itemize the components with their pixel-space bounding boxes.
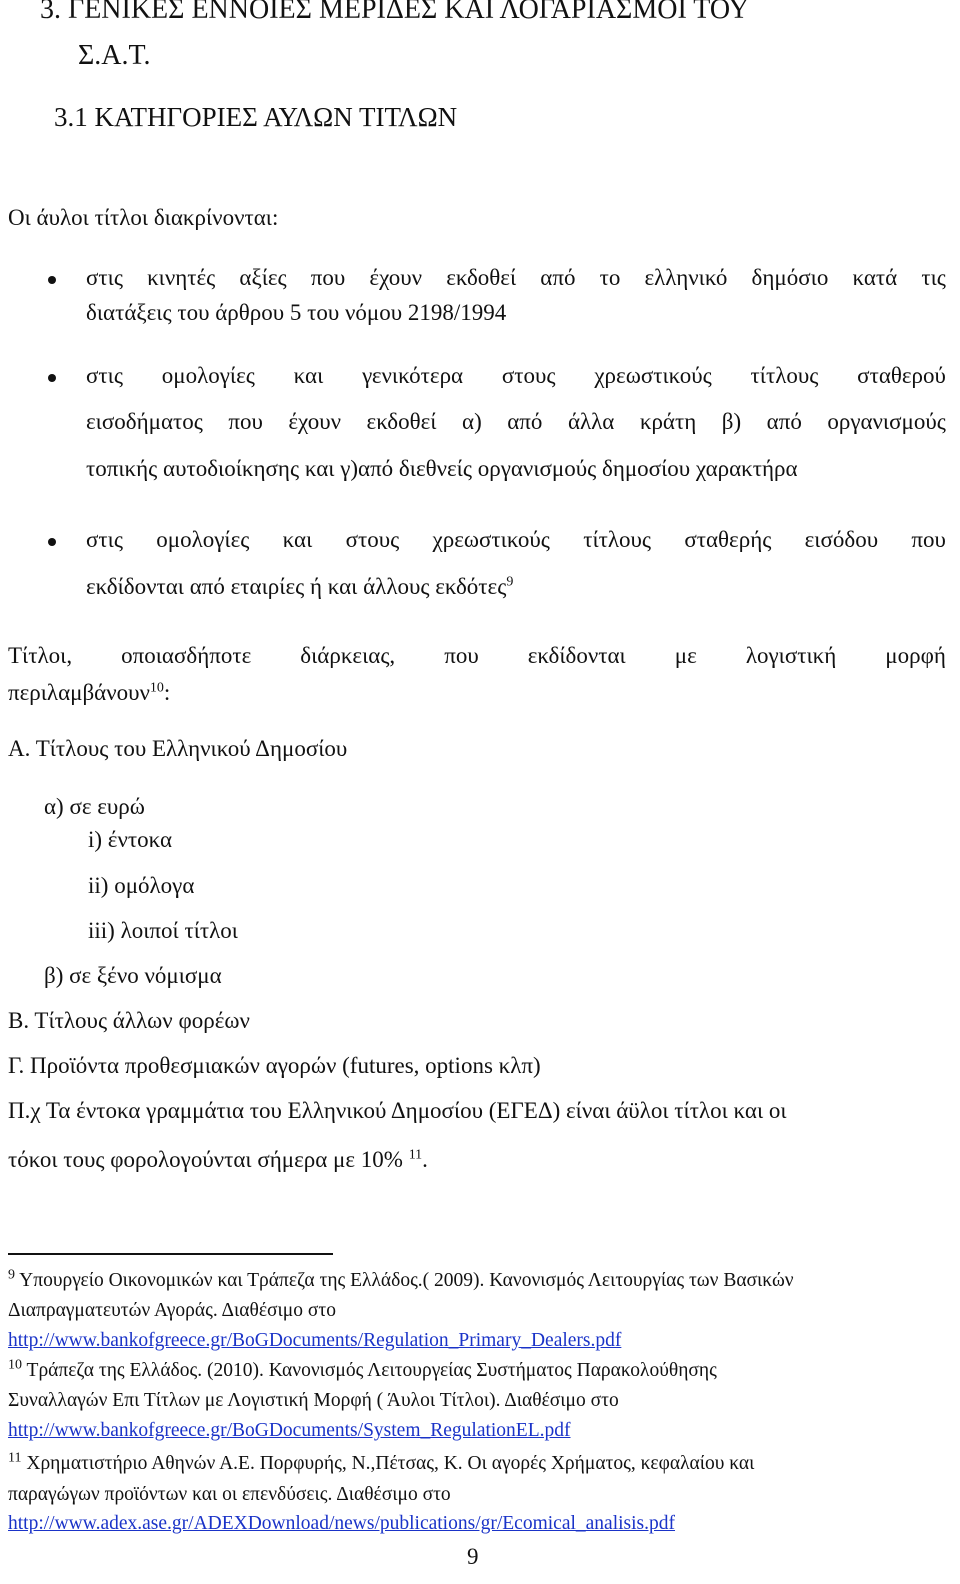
titles-line2-colon: : xyxy=(163,680,171,705)
word: εκδοθεί xyxy=(366,409,437,434)
footnote-10-line2: Συναλλαγών Επι Τίτλων με Λογιστική Μορφή ( Άυλοι Τίτλοι). Διαθέσιμο στο xyxy=(8,1390,619,1411)
word: κράτη xyxy=(639,409,697,434)
footnote-11-link[interactable]: http://www.adex.ase.gr/ADEXDownload/news/publications/gr/Ecomical_analisis.pdf xyxy=(8,1513,676,1534)
footnote-11-number: 11 xyxy=(8,1450,22,1466)
word: διάρκειας, xyxy=(300,643,396,668)
page-number: 9 xyxy=(467,1544,479,1569)
bullet-icon xyxy=(48,276,56,284)
word: ομολογίες xyxy=(161,363,255,388)
footnote-9-link[interactable]: http://www.bankofgreece.gr/BoGDocuments/Regulation_Primary_Dealers.pdf xyxy=(8,1330,622,1351)
list-item-c: Γ. Προϊόντα προθεσμιακών αγορών (futures, options κλπ) xyxy=(8,1053,541,1078)
footnote-11-text: Χρηματιστήριο Αθηνών Α.Ε. Πορφυρής, Ν.,Πέτσας, Κ. Οι αγορές Χρήματος, κεφαλαίου και xyxy=(26,1453,755,1474)
word: οργανισμούς xyxy=(827,409,946,434)
bullet2-line2 xyxy=(86,409,946,435)
word: εκδίδονται xyxy=(527,643,626,668)
word: που xyxy=(444,643,479,668)
word: σταθερού xyxy=(857,363,946,388)
bullet1-line2: διατάξεις του άρθρου 5 του νόμου 2198/1994 xyxy=(86,300,507,325)
footnote-ref-11: 11 xyxy=(408,1147,423,1163)
footnote-11-line2: παραγώγων προϊόντων και οι επενδύσεις. Διαθέσιμο στο xyxy=(8,1484,451,1505)
word: οποιασδήποτε xyxy=(121,643,252,668)
word: αξίες xyxy=(239,265,287,290)
word: στους xyxy=(501,363,556,388)
word: Τίτλοι, xyxy=(8,643,73,668)
list-item-b: Β. Τίτλους άλλων φορέων xyxy=(8,1008,250,1033)
footnote-11-line1 xyxy=(8,1450,755,1475)
word: τίτλους xyxy=(750,363,819,388)
titles-line1 xyxy=(8,643,946,669)
word: στις xyxy=(86,363,123,388)
footnote-10-text: Τράπεζα της Ελλάδος. (2010). Κανονισμός Λειτουργείας Συστήματος Παρακολούθησης xyxy=(26,1360,717,1381)
word: λογιστική xyxy=(745,643,837,668)
word: το xyxy=(599,265,621,290)
word: τίτλους xyxy=(583,527,652,552)
word: έχουν xyxy=(288,409,342,434)
section-heading: 3.1 ΚΑΤΗΓΟΡΙΕΣ ΑΥΛΩΝ ΤΙΤΛΩΝ xyxy=(54,102,458,132)
footnote-9-line1 xyxy=(8,1267,794,1292)
word: στις xyxy=(86,265,123,290)
word: κατά xyxy=(852,265,898,290)
intro-text: Οι άυλοι τίτλοι διακρίνονται: xyxy=(8,205,279,230)
footnote-separator xyxy=(8,1253,333,1255)
word: από xyxy=(766,409,802,434)
word: από xyxy=(540,265,576,290)
footnote-10-number: 10 xyxy=(8,1357,22,1373)
list-item-ii: ii) ομόλογα xyxy=(88,873,195,898)
word: με xyxy=(674,643,697,668)
word: που xyxy=(310,265,346,290)
word: χρεωστικούς xyxy=(594,363,712,388)
word: ελληνικό xyxy=(644,265,728,290)
word: και xyxy=(293,363,324,388)
word: μορφή xyxy=(885,643,946,668)
example-line2-end: . xyxy=(422,1147,428,1172)
titles-line2 xyxy=(8,680,170,706)
list-item-iii: iii) λοιποί τίτλοι xyxy=(88,918,238,943)
bullet3-line1 xyxy=(86,527,946,553)
chapter-heading-line2: Σ.Α.Τ. xyxy=(78,40,151,71)
word: από xyxy=(507,409,543,434)
list-item-a-euro: α) σε ευρώ xyxy=(44,794,145,819)
word: άλλα xyxy=(567,409,615,434)
footnote-9-text: Υπουργείο Οικονομικών και Τράπεζα της Ελλάδος.( 2009). Κανονισμός Λειτουργίας των Βασικών xyxy=(19,1270,794,1291)
word: β) xyxy=(721,409,742,434)
word: τις xyxy=(921,265,946,290)
list-item-a: Α. Τίτλους του Ελληνικού Δημοσίου xyxy=(8,736,348,761)
bullet3-line2 xyxy=(86,574,513,600)
word: σταθερής xyxy=(684,527,772,552)
word: στις xyxy=(86,527,123,552)
bullet-icon xyxy=(48,538,56,546)
footnote-ref-9: 9 xyxy=(506,574,514,590)
word: δημόσιο xyxy=(751,265,829,290)
bullet1-line1 xyxy=(86,265,946,291)
list-item-i: i) έντοκα xyxy=(88,827,173,852)
word: στους xyxy=(345,527,400,552)
example-line1: Π.χ Τα έντοκα γραμμάτια του Ελληνικού Δημοσίου (ΕΓΕΔ) είναι άϋλοι τίτλοι και οι xyxy=(8,1098,787,1123)
titles-line2-text: περιλαμβάνουν xyxy=(8,680,150,705)
footnote-ref-10: 10 xyxy=(149,680,164,696)
bullet3-line2-text: εκδίδονται από εταιρίες ή και άλλους εκδότες xyxy=(86,574,507,599)
word: α) xyxy=(462,409,482,434)
word: εισοδήματος xyxy=(86,409,203,434)
footnote-9-number: 9 xyxy=(8,1267,15,1283)
footnote-10-link[interactable]: http://www.bankofgreece.gr/BoGDocuments/System_RegulationEL.pdf xyxy=(8,1420,571,1441)
example-line2 xyxy=(8,1147,428,1173)
footnote-10-line1 xyxy=(8,1357,717,1382)
bullet-icon xyxy=(48,374,56,382)
word: που xyxy=(911,527,946,552)
word: ομολογίες xyxy=(156,527,250,552)
footnote-9-line2: Διαπραγματευτών Αγοράς. Διαθέσιμο στο xyxy=(8,1300,336,1321)
example-line2-text: τόκοι τους φορολογούνται σήμερα με 10% xyxy=(8,1147,403,1172)
word: χρεωστικούς xyxy=(432,527,550,552)
word: και xyxy=(282,527,313,552)
word: εκδοθεί xyxy=(446,265,517,290)
bullet2-line1 xyxy=(86,363,946,389)
word: που xyxy=(228,409,263,434)
word: εισόδου xyxy=(804,527,879,552)
list-item-b-foreign: β) σε ξένο νόμισμα xyxy=(44,963,222,988)
word: έχουν xyxy=(369,265,423,290)
chapter-heading-line1: 3. ΓΕΝΙΚΕΣ ΕΝΝΟΙΕΣ ΜΕΡΙΔΕΣ ΚΑΙ ΛΟΓΑΡΙΑΣΜΟΙ ΤΟΥ xyxy=(40,0,749,25)
word: γενικότερα xyxy=(362,363,464,388)
bullet2-line3: τοπικής αυτοδιοίκησης και γ)από διεθνείς οργανισμούς δημοσίου χαρακτήρα xyxy=(86,456,798,481)
word: κινητές xyxy=(147,265,216,290)
